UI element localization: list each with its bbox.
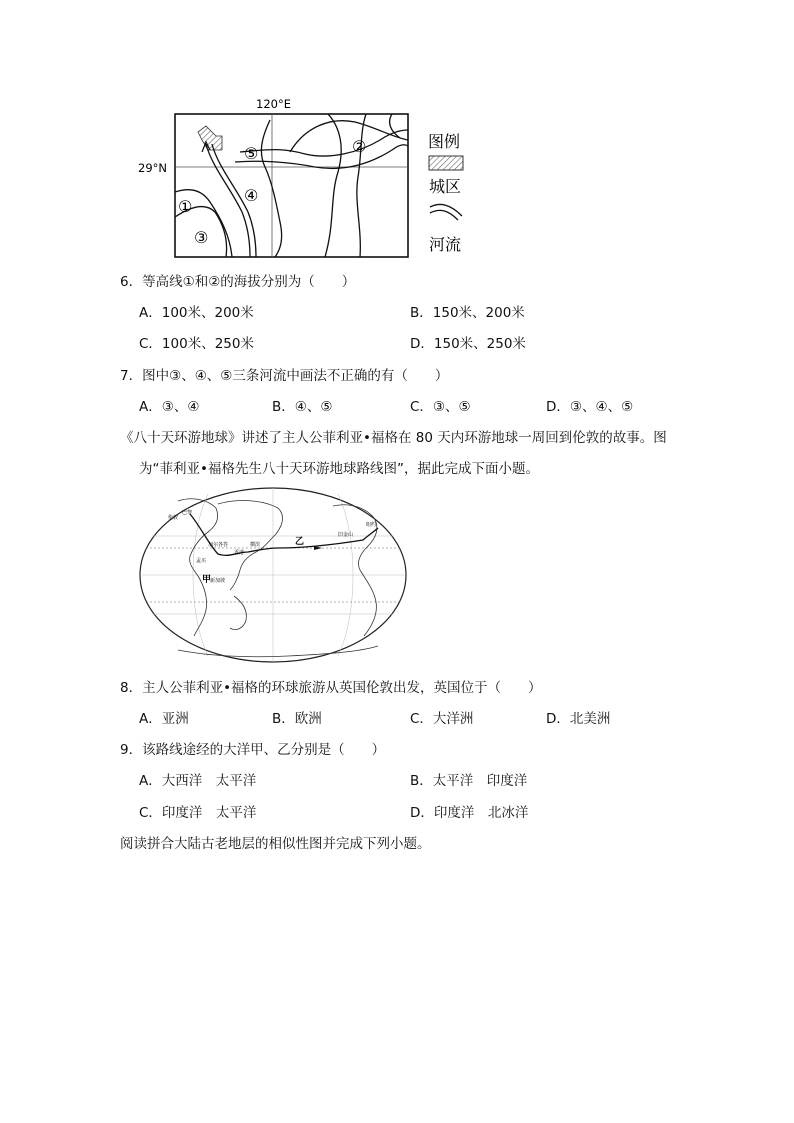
- question-7-stem: 7．图中③、④、⑤三条河流中画法不正确的有（ ）: [120, 368, 449, 384]
- world-route-map-figure: [138, 486, 408, 664]
- place-paris: 巴黎: [182, 510, 193, 516]
- q7-option-a[interactable]: A．③、④: [139, 399, 200, 415]
- place-sanfrancisco: 旧金山: [338, 532, 354, 538]
- question-8-stem: 8．主人公菲利亚•福格的环球旅游从英国伦敦出发，英国位于（ ）: [120, 680, 542, 696]
- place-hongkong: 香港: [234, 550, 245, 556]
- contour-map-svg: [130, 92, 480, 262]
- question-9-stem: 9．该路线途经的大洋甲、乙分别是（ ）: [120, 742, 386, 758]
- intro-paragraph-next: 阅读拼合大陆古老地层的相似性图并完成下列小题。: [120, 836, 431, 852]
- intro-paragraph-line1: 《八十天环游地球》讲述了主人公菲利亚•福格在 80 天内环游地球一周回到伦敦的故事。图: [120, 430, 667, 446]
- place-london: 伦敦: [168, 515, 179, 521]
- legend-city-label: 城区: [429, 177, 462, 196]
- q7-option-b[interactable]: B．④、⑤: [272, 399, 333, 415]
- q6-option-b[interactable]: B．150米、200米: [410, 305, 525, 321]
- contour-map-figure: [130, 92, 480, 262]
- legend-title: 图例: [428, 132, 461, 151]
- contour-line: [357, 114, 366, 257]
- ocean-label-jia: 甲: [202, 575, 212, 585]
- marker-1: ①: [178, 197, 193, 216]
- place-singapore: 新加坡: [210, 578, 226, 584]
- legend-river-swatch: [430, 204, 462, 216]
- q6-option-c[interactable]: C．100米、250米: [139, 336, 254, 352]
- q9-option-a[interactable]: A．大西洋 太平洋: [139, 773, 257, 789]
- q6-option-a[interactable]: A．100米、200米: [139, 305, 254, 321]
- marker-3: ③: [194, 228, 209, 247]
- marker-2: ②: [352, 137, 367, 156]
- contour-line: [261, 120, 281, 257]
- marker-4: ④: [244, 186, 259, 205]
- city-area: [198, 126, 222, 150]
- place-yokohama: 横滨: [250, 542, 261, 548]
- q8-option-d[interactable]: D．北美洲: [546, 711, 611, 727]
- place-newyork: 纽约: [366, 522, 377, 528]
- longitude-label: 120°E: [256, 97, 291, 111]
- q6-option-d[interactable]: D．150米、250米: [410, 336, 526, 352]
- legend-river-label: 河流: [429, 235, 462, 254]
- latitude-label: 29°N: [138, 161, 167, 175]
- q9-option-b[interactable]: B．太平洋 印度洋: [410, 773, 528, 789]
- q8-option-c[interactable]: C．大洋洲: [410, 711, 474, 727]
- place-calcutta: 加尔各答: [208, 542, 229, 548]
- marker-5: ⑤: [244, 144, 259, 163]
- q8-option-a[interactable]: A．亚洲: [139, 711, 189, 727]
- legend-city-swatch: [429, 156, 463, 170]
- contour-line: [240, 130, 408, 156]
- intro-paragraph-line2: 为“菲利亚•福格先生八十天环游地球路线图”，据此完成下面小题。: [139, 461, 539, 477]
- q7-option-c[interactable]: C．③、⑤: [410, 399, 471, 415]
- world-route-map-svg: [138, 486, 408, 664]
- question-6-stem: 6．等高线①和②的海拔分别为（ ）: [120, 274, 356, 290]
- contour-line: [325, 114, 341, 257]
- q9-option-c[interactable]: C．印度洋 太平洋: [139, 805, 257, 821]
- q7-option-d[interactable]: D．③、④、⑤: [546, 399, 634, 415]
- place-bombay: 孟买: [196, 558, 207, 564]
- ocean-label-yi: 乙: [295, 537, 305, 547]
- q9-option-d[interactable]: D．印度洋 北冰洋: [410, 805, 529, 821]
- q8-option-b[interactable]: B．欧洲: [272, 711, 322, 727]
